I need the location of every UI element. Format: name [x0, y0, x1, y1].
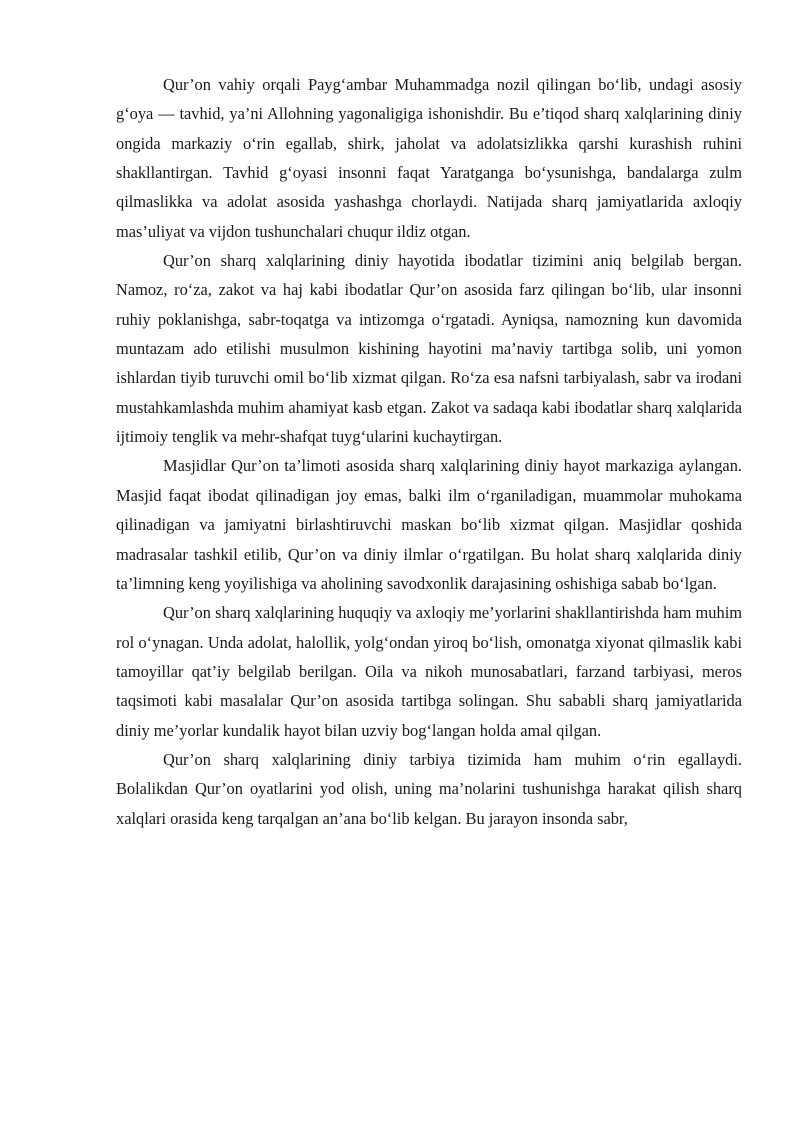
document-body: [116, 70, 742, 833]
paragraph-tavhid: Qur’on vahiy orqali Payg‘ambar Muhammadga nozil qilingan bo‘lib, undagi asosiy g‘oya — tavhid, ya’ni Allohning yagonaligiga ishonishdir. Bu e’tiqod sharq xalqlarining diniy ongida markaziy o‘rin egallab, shirk, jaholat va adolatsizlikka qarshi kurashish ruhini shakllantirgan. Tavhid g‘oyasi insonni faqat Yaratganga bo‘ysunishga, bandalarga zulm qilmaslikka va adolat asosida yashashga chorlaydi. Natijada sharq jamiyatlarida axloqiy mas’uliyat va vijdon tushunchalari chuqur ildiz otgan.: [116, 75, 742, 241]
paragraph-diniy-tarbiya: Qur’on sharq xalqlarining diniy tarbiya tizimida ham muhim o‘rin egallaydi. Bolalikdan Qur’on oyatlarini yod olish, uning ma’nolarini tushunishga harakat qilish sharq xalqlari orasida keng tarqalgan an’ana bo‘lib kelgan. Bu jarayon insonda sabr,: [116, 749, 742, 828]
paragraph-huquqiy-axloqiy: Qur’on sharq xalqlarining huquqiy va axloqiy me’yorlarini shakllantirishda ham muhim rol o‘ynagan. Unda adolat, halollik, yolg‘ondan yiroq bo‘lish, omonatga xiyonat qilmaslik kabi tamoyillar qat’iy belgilab berilgan. Oila va nikoh munosabatlari, farzand tarbiyasi, meros taqsimoti kabi masalalar Qur’on asosida tartibga solingan. Shu sababli sharq jamiyatlarida diniy me’yorlar kundalik hayot bilan uzviy bog‘langan holda amal qilgan.: [116, 603, 742, 740]
paragraph-ibodatlar: Qur’on sharq xalqlarining diniy hayotida ibodatlar tizimini aniq belgilab bergan. Namoz, ro‘za, zakot va haj kabi ibodatlar Qur’on asosida farz qilingan bo‘lib, ular insonni ruhiy poklanishga, sabr-toqatga va intizomga o‘rgatadi. Ayniqsa, namozning kun davomida muntazam ado etilishi musulmon kishining hayotini ma’naviy tartibga solib, uni yomon ishlardan tiyib turuvchi omil bo‘lib xizmat qilgan. Ro‘za esa nafsni tarbiyalash, sabr va irodani mustahkamlashda muhim ahamiyat kasb etgan. Zakot va sadaqa kabi ibodatlar sharq xalqlarida ijtimoiy tenglik va mehr-shafqat tuyg‘ularini kuchaytirgan.: [116, 251, 742, 447]
paragraph-masjidlar: Masjidlar Qur’on ta’limoti asosida sharq xalqlarining diniy hayot markaziga aylangan. Masjid faqat ibodat qilinadigan joy emas, balki ilm o‘rganiladigan, muammolar muhokama qilinadigan va jamiyatni birlashtiruvchi maskan bo‘lib xizmat qilgan. Masjidlar qoshida madrasalar tashkil etilib, Qur’on va diniy ilmlar o‘rgatilgan. Bu holat sharq xalqlarida diniy ta’limning keng yoyilishiga va aholining savodxonlik darajasining oshishiga sabab bo‘lgan.: [116, 456, 742, 593]
